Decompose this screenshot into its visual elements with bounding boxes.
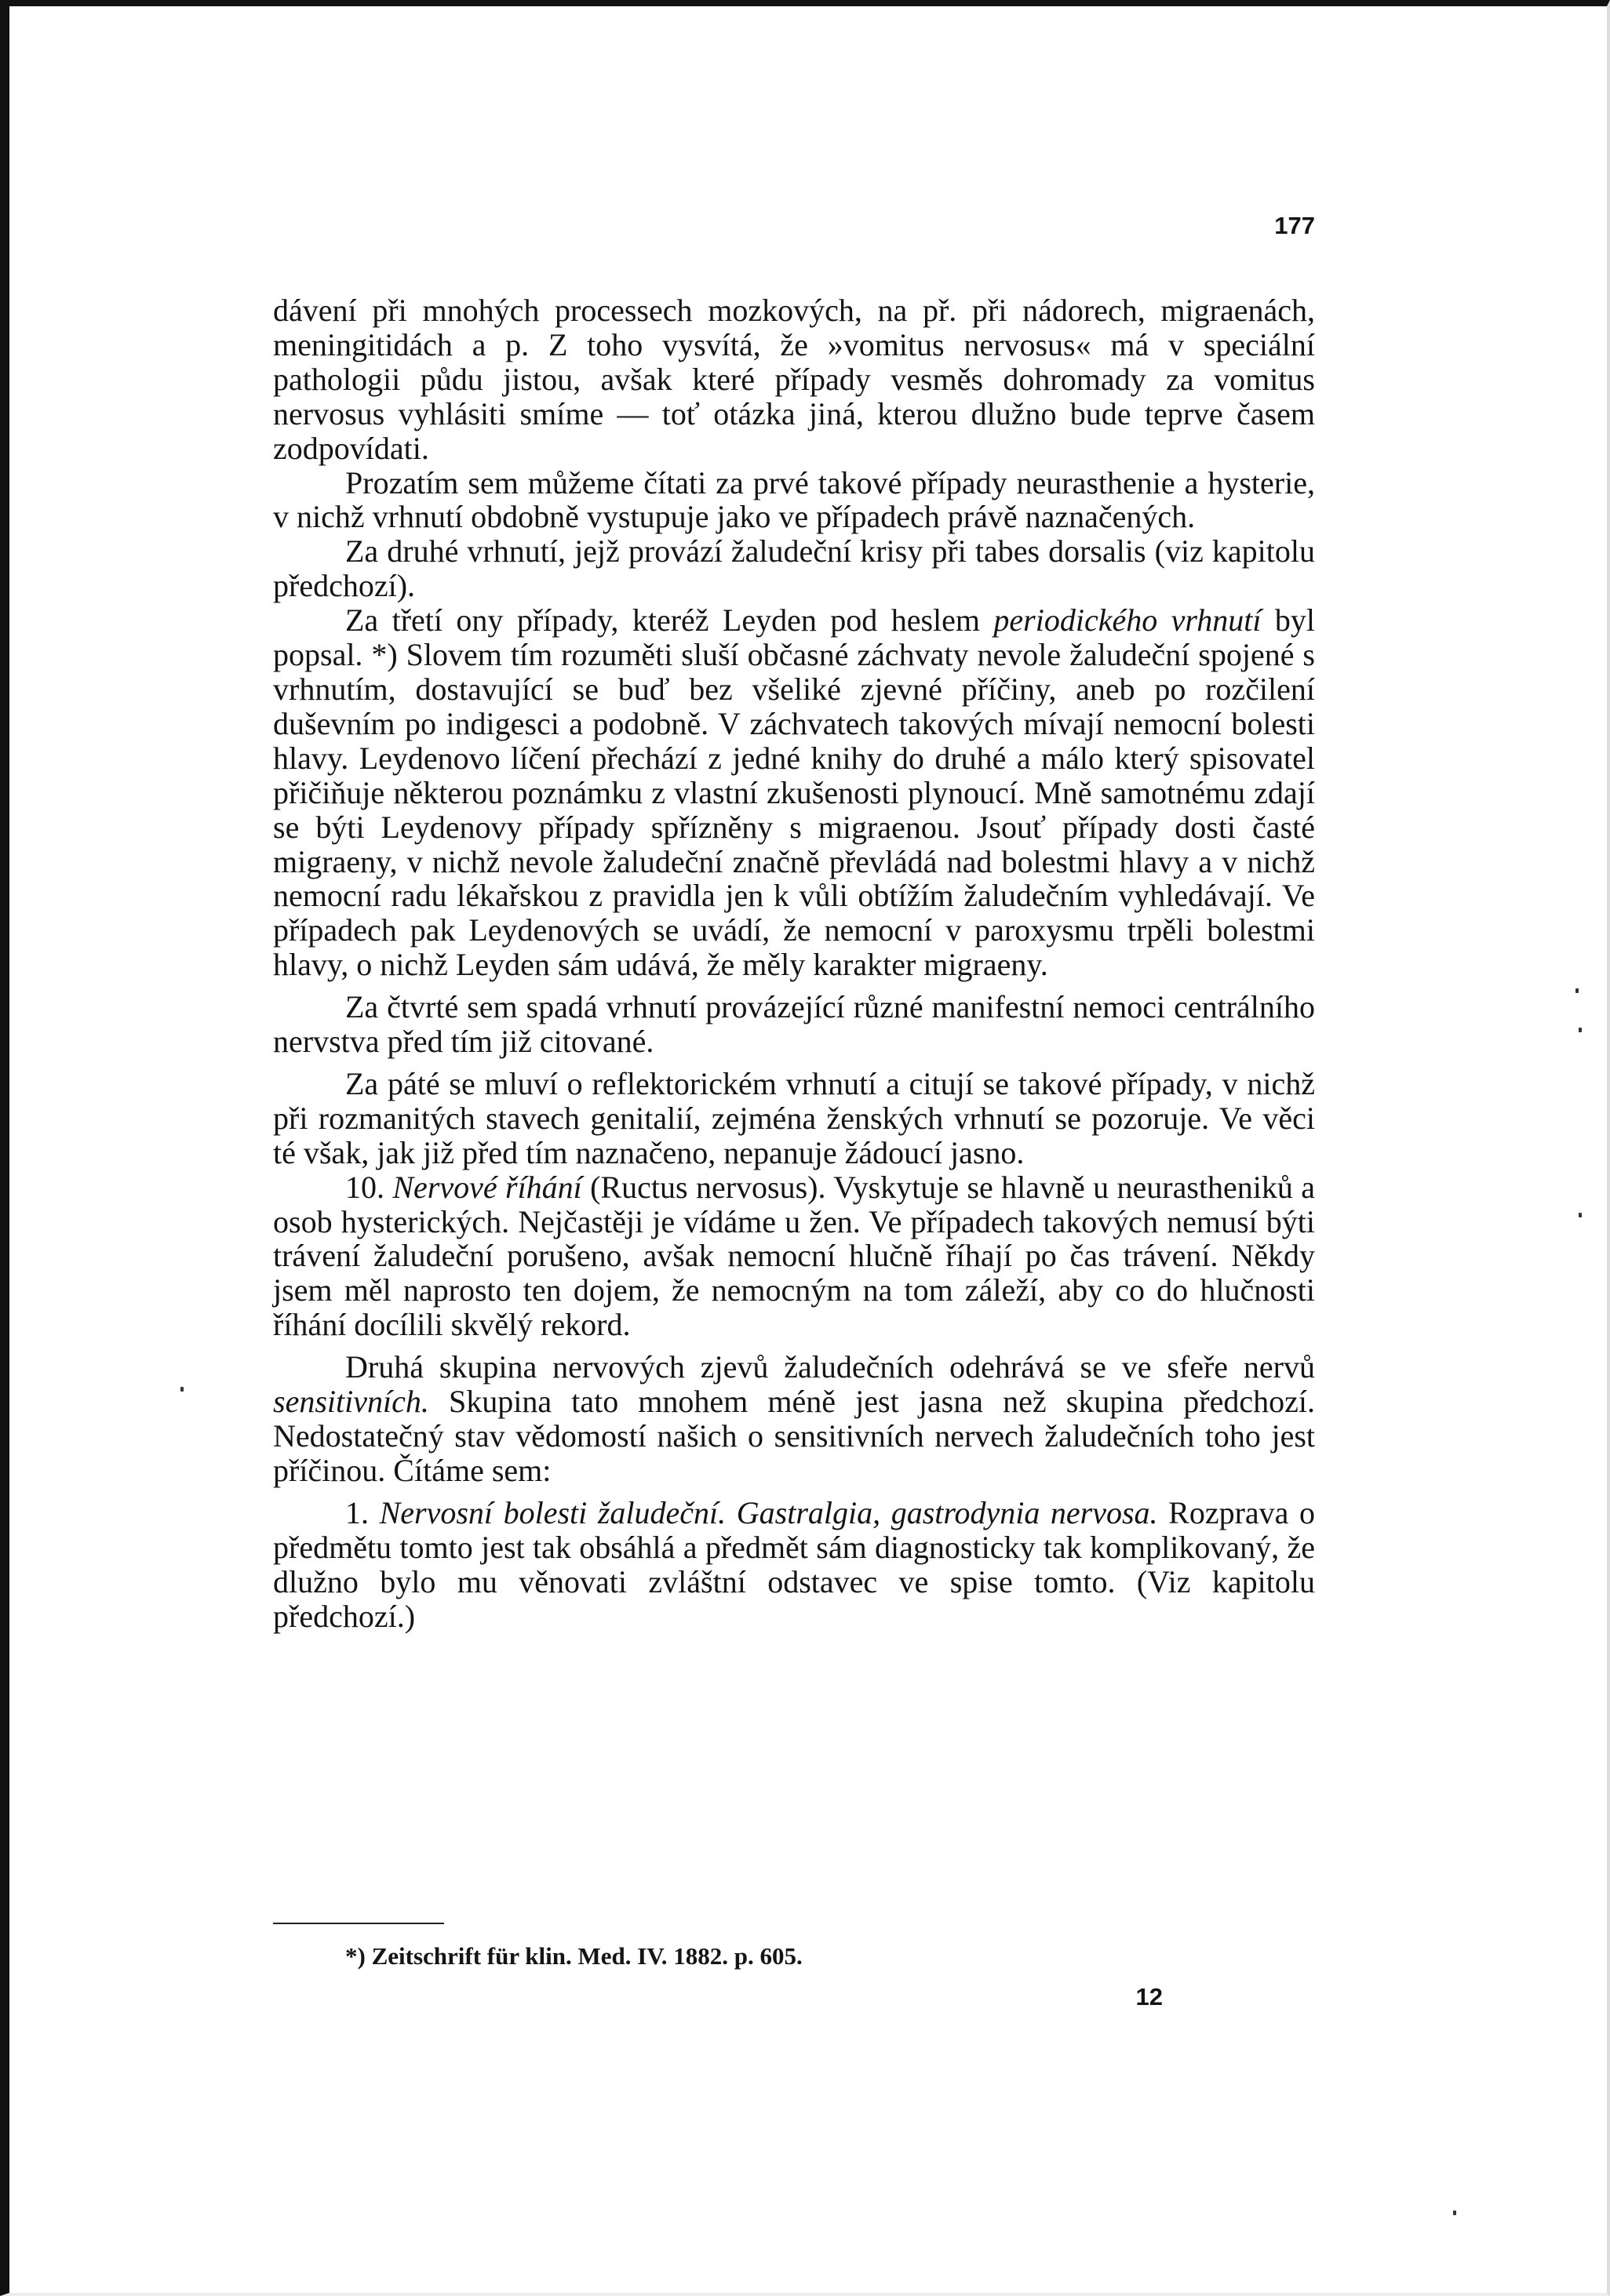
- paragraph-nervous-belching: [273, 1170, 1315, 1343]
- paragraph-text: Za třetí ony případy, kteréž Leyden pod heslem: [345, 602, 994, 639]
- paragraph-text: (Ructus nervosus). Vyskytuje se hlavně u neurastheniků a osob hysterických. Nejčastěji je vídáme u žen. Ve případech takových nemusí býti trávení žaludeční porušeno, avšak nemocní hlučně říhají po čas trávení. Někdy jsem měl naprosto ten dojem, že nemocným na tom záleží, aby co do hlučnosti říhání docílili skvělý rekord.: [273, 1169, 1316, 1343]
- scan-speck: [1579, 1028, 1582, 1032]
- paragraph-text: byl popsal. *) Slovem tím rozuměti sluší občasné záchvaty nevole žaludeční spojené s vrhnutím, dostavující se buď bez všeliké zjevné příčiny, aneb po rozčilení duševním po indigesci a podobně. V záchvatech takových mívají nemocní bolesti hlavy. Leydenovo líčení přechází z jedné knihy do druhé a málo který spisovatel přičiňuje některou poznámku z vlastní zkušenosti plynoucí. Mně samotnému zdají se býti Leydenovy případy spřízněny s migraenou. Jsouť případy dosti časté migraeny, v nichž nevole žaludeční značně převládá nad bolestmi hlavy a v nichž nemocní radu lékařskou z pravidla jen k vůli obtížím žaludečním vyhledávají. Ve případech pak Leydenových se uvádí, že nemocní v paroxysmu trpěli bolestmi hlavy, o nichž Leyden sám udává, že měly karakter migraeny.: [273, 602, 1315, 983]
- paragraph-text: 10.: [345, 1169, 393, 1205]
- page-number: 177: [1274, 212, 1315, 239]
- footnote: *) Zeitschrift für klin. Med. IV. 1882. p. 605.: [345, 1942, 803, 1970]
- signature-mark: 12: [1135, 1983, 1163, 2010]
- scan-speck: [1575, 988, 1579, 993]
- body-text: [273, 293, 1315, 1633]
- paragraph-continuation: dávení při mnohých processech mozkových, na př. při nádorech, migraenách, meningitidách a p. Z toho vysvítá, že »vomitus nervosus« má v speciální pathologii půdu jistou, avšak které případy vesměs dohromady za vomitus nervosus vyhlásiti smíme — toť otázka jiná, kterou dlužno bude teprve časem zodpovídati.: [273, 293, 1315, 466]
- italic-term: periodického vrhnutí: [993, 602, 1262, 639]
- italic-term: sensitivních.: [273, 1384, 429, 1420]
- paragraph-text: Rozprava o předmětu tomto jest tak obsáhlá a předmět sám diagnosticky tak komplikovaný, že dlužno bylo mu věnovati zvláštní odstavec ve spise tomto. (Viz kapitolu předchozí.): [273, 1494, 1315, 1634]
- paragraph-gastralgia: [273, 1496, 1315, 1634]
- paragraph-third-category: [273, 603, 1315, 982]
- paragraph-second-category: Za druhé vrhnutí, jejž provází žaludeční krisy při tabes dorsalis (viz kapitolu předchozí).: [273, 533, 1315, 604]
- paragraph-text: Skupina tato mnohem méně jest jasna než skupina předchozí. Nedostatečný stav vědomostí našich o sensitivních nervech žaludečních toho jest příčinou. Čítáme sem:: [273, 1384, 1315, 1488]
- paragraph-second-group: [273, 1350, 1315, 1488]
- scan-speck: [1453, 2210, 1456, 2215]
- paragraph-first-category: Prozatím sem můžeme čítati za prvé takové případy neurasthenie a hysterie, v nichž vrhnutí obdobně vystupuje jako ve případech právě naznačených.: [273, 464, 1315, 535]
- paragraph-fifth-category: Za páté se mluví o reflektorickém vrhnutí a citují se takové případy, v nichž při rozmanitých stavech genitalií, zejména ženských vrhnutí se pozoruje. Ve věci té však, jak již před tím naznačeno, nepanuje žádoucí jasno.: [273, 1065, 1315, 1170]
- paragraph-fourth-category: Za čtvrté sem spadá vrhnutí provázející různé manifestní nemoci centrálního nervstva před tím již citované.: [273, 989, 1315, 1060]
- paragraph-text: 1.: [345, 1494, 380, 1530]
- scan-speck: [180, 1387, 184, 1392]
- paragraph-text: Druhá skupina nervových zjevů žaludečních odehrává se ve sfeře nervů: [345, 1349, 1315, 1385]
- scan-speck: [1579, 1213, 1582, 1217]
- italic-term: Nervové říhání: [392, 1169, 582, 1205]
- italic-term: Nervosní bolesti žaludeční. Gastralgia, gastrodynia nervosa.: [379, 1494, 1158, 1530]
- footnote-divider: [273, 1923, 444, 1924]
